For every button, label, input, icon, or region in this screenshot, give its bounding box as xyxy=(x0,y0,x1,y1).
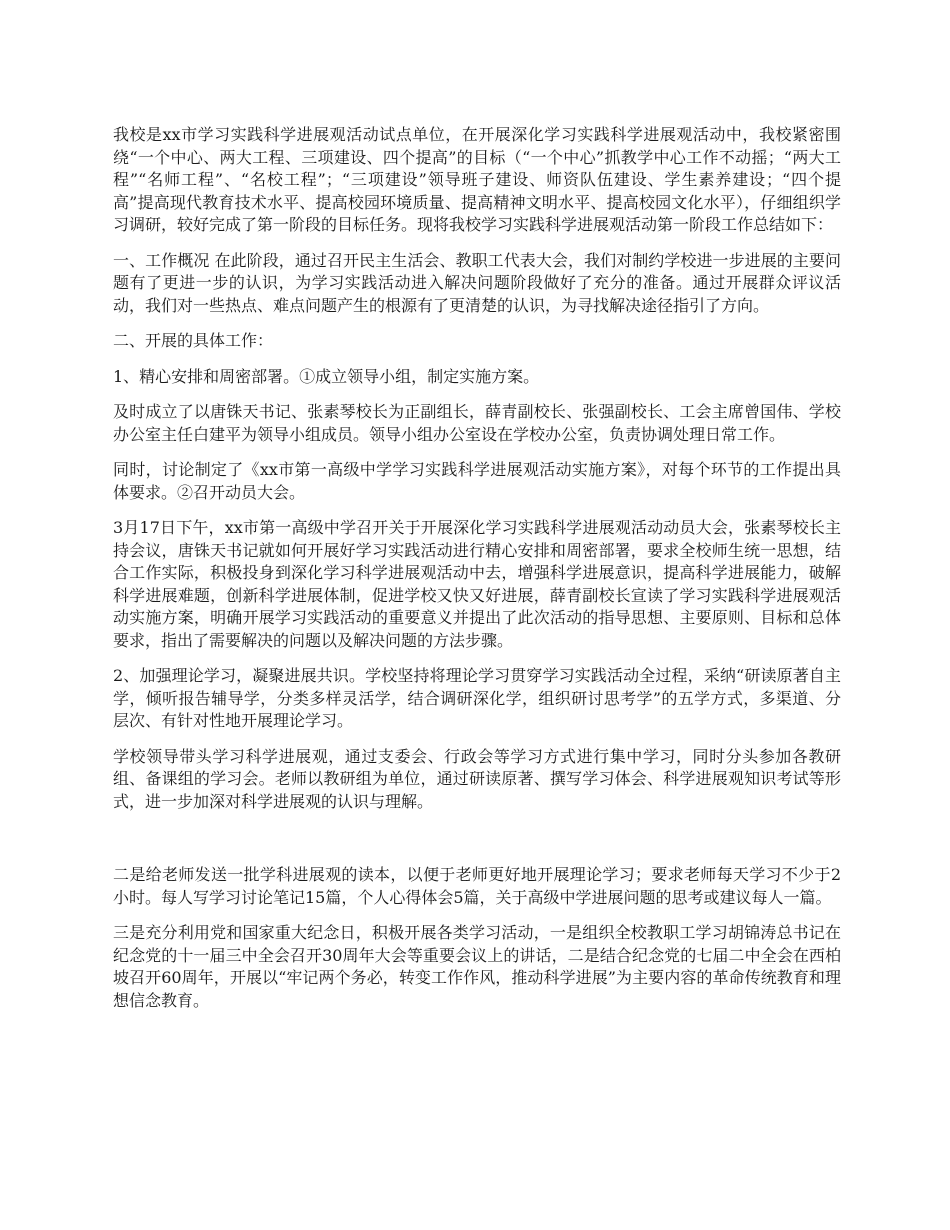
paragraph-intro: 我校是xx市学习实践科学进展观活动试点单位，在开展深化学习实践科学进展观活动中，我校紧密围绕“一个中心、两大工程、三项建设、四个提高”的目标（“一个中心”抓教学中心工作不动摇；“两大工程”“名师工程”、“名校工程”；“三项建设”领导班子建设、师资队伍建设、学生素养建设；“四个提高”提高现代教育技术水平、提高校园环境质量、提高精神文明水平、提高校园文化水平），仔细组织学习调研，较好完成了第一阶段的目标任务。现将我校学习实践科学进展观活动第一阶段工作总结如下： xyxy=(113,125,841,234)
paragraph-heading-work: 二、开展的具体工作： xyxy=(113,331,274,350)
paragraph-meeting: 3月17日下午，xx市第一高级中学召开关于开展深化学习实践科学进展观活动动员大会，张素琴校长主持会议，唐铢天书记就如何开展好学习实践活动进行精心安排和周密部署，要求全校师生统一思想，结合工作实际，积极投身到深化学习科学进展观活动中去，增强科学进展意识，提高科学进展能力，破解科学进展难题，创新科学进展体制，促进学校又快又好进展，薛青副校长宣读了学习实践科学进展观活动实施方案，明确开展学习实践活动的重要意义并提出了此次活动的指导思想、主要原则、目标和总体要求，指出了需要解决的问题以及解决问题的方法步骤。 xyxy=(113,518,841,650)
paragraph-commemoration: 三是充分利用党和国家重大纪念日，积极开展各类学习活动，一是组织全校教职工学习胡锦涛总书记在纪念党的十一届三中全会召开30周年大会等重要会议上的讲话，二是结合纪念党的七届二中全会在西柏坡召开60周年，开展以“牢记两个务必，转变工作作风，推动科学进展”为主要内容的革命传统教育和理想信念教育。 xyxy=(113,923,841,1010)
paragraph-reading: 二是给老师发送一批学科进展观的读本，以便于老师更好地开展理论学习；要求老师每天学习不少于2小时。每人写学习讨论笔记15篇，个人心得体会5篇，关于高级中学进展问题的思考或建议每人一篇。 xyxy=(113,865,841,907)
paragraph-overview: 一、工作概况 在此阶段，通过召开民主生活会、教职工代表大会，我们对制约学校进一步进展的主要问题有了更进一步的认识，为学习实践活动进入解决问题阶段做好了充分的准备。通过开展群众评议活动，我们对一些热点、难点问题产生的根源有了更清楚的认识，为寻找解决途径指引了方向。 xyxy=(113,250,841,315)
paragraph-study: 学校领导带头学习科学进展观，通过支委会、行政会等学习方式进行集中学习，同时分头参加各教研组、备课组的学习会。老师以教研组为单位，通过研读原著、撰写学习体会、科学进展观知识考试等形式，进一步加深对科学进展观的认识与理解。 xyxy=(113,746,841,811)
paragraph-item-1: 1、精心安排和周密部署。①成立领导小组，制定实施方案。 xyxy=(113,366,540,386)
paragraph-plan: 同时，讨论制定了《xx市第一高级中学学习实践科学进展观活动实施方案》，对每个环节的工作提出具体要求。②召开动员大会。 xyxy=(113,460,841,502)
paragraph-gap xyxy=(113,826,841,864)
paragraph-leadership: 及时成立了以唐铢天书记、张素琴校长为正副组长，薛青副校长、张强副校长、工会主席曾国伟、学校办公室主任白建平为领导小组成员。领导小组办公室设在学校办公室，负责协调处理日常工作。 xyxy=(113,402,841,444)
document-page xyxy=(113,124,841,1025)
paragraph-item-2: 2、加强理论学习，凝聚进展共识。学校坚持将理论学习贯穿学习实践活动全过程，采纳“研读原著自主学，倾听报告辅导学，分类多样灵活学，结合调研深化学，组织研讨思考学”的五学方式，多渠道、分层次、有针对性地开展理论学习。 xyxy=(113,666,841,730)
